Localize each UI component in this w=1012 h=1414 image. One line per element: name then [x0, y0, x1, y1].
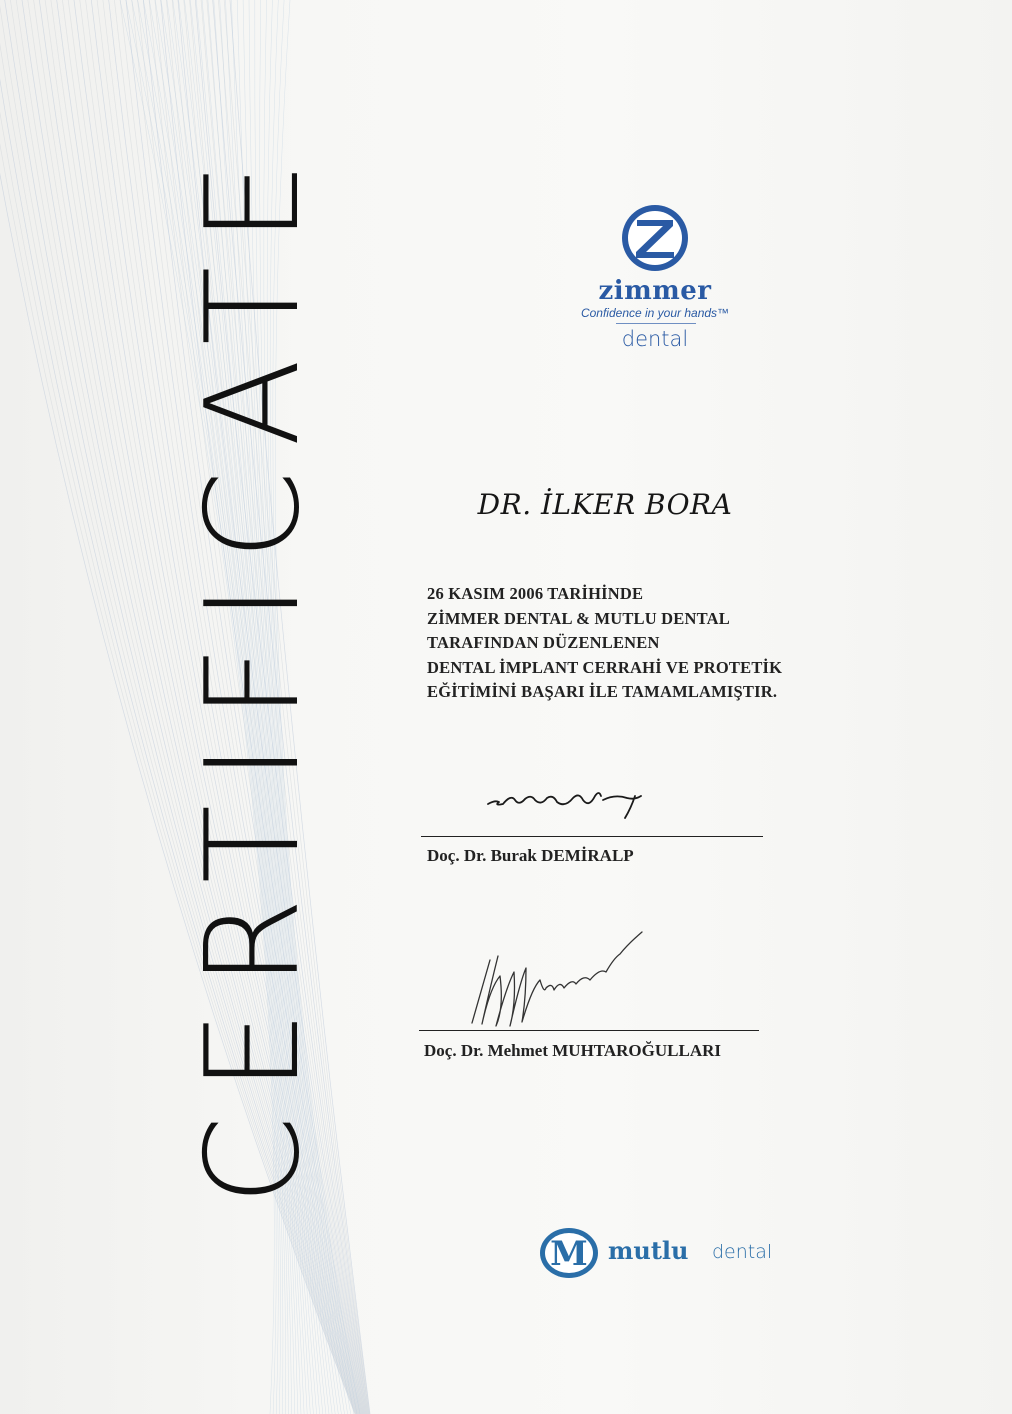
mutlu-m-icon — [538, 1226, 602, 1282]
zimmer-wordmark: zimmer — [598, 276, 712, 306]
zimmer-tagline: Confidence in your hands™ — [580, 306, 730, 320]
mutlu-division: dental — [712, 1241, 773, 1263]
recipient-name: DR. İLKER BORA — [477, 488, 733, 521]
certificate-body — [427, 582, 857, 705]
mutlu-logo — [538, 1226, 778, 1282]
zimmer-logo — [570, 200, 740, 360]
mutlu-wordmark: mutlu — [608, 1236, 689, 1265]
signer-2-name: Doç. Dr. Mehmet MUHTAROĞULLARI — [424, 1041, 721, 1060]
body-line: TARAFINDAN DÜZENLENEN — [427, 633, 660, 652]
signer-1-name: Doç. Dr. Burak DEMİRALP — [427, 846, 634, 865]
zimmer-divider — [616, 323, 696, 324]
zimmer-division: dental — [621, 327, 689, 351]
body-line: ZİMMER DENTAL & MUTLU DENTAL — [427, 608, 730, 628]
signature-2 — [460, 928, 660, 1030]
body-line: DENTAL İMPLANT CERRAHİ VE PROTETİK — [427, 657, 783, 677]
svg-text:M: M — [550, 1234, 588, 1274]
signature-1 — [485, 782, 665, 822]
signature-line-1 — [421, 836, 763, 837]
signature-line-2 — [419, 1030, 759, 1031]
zimmer-z-icon — [570, 200, 740, 280]
body-line: EĞİTİMİNİ BAŞARI İLE TAMAMLAMIŞTIR. — [427, 682, 778, 701]
certificate-title: CERTIFICATE — [179, 137, 328, 1205]
body-line: 26 KASIM 2006 TARİHİNDE — [427, 584, 644, 603]
